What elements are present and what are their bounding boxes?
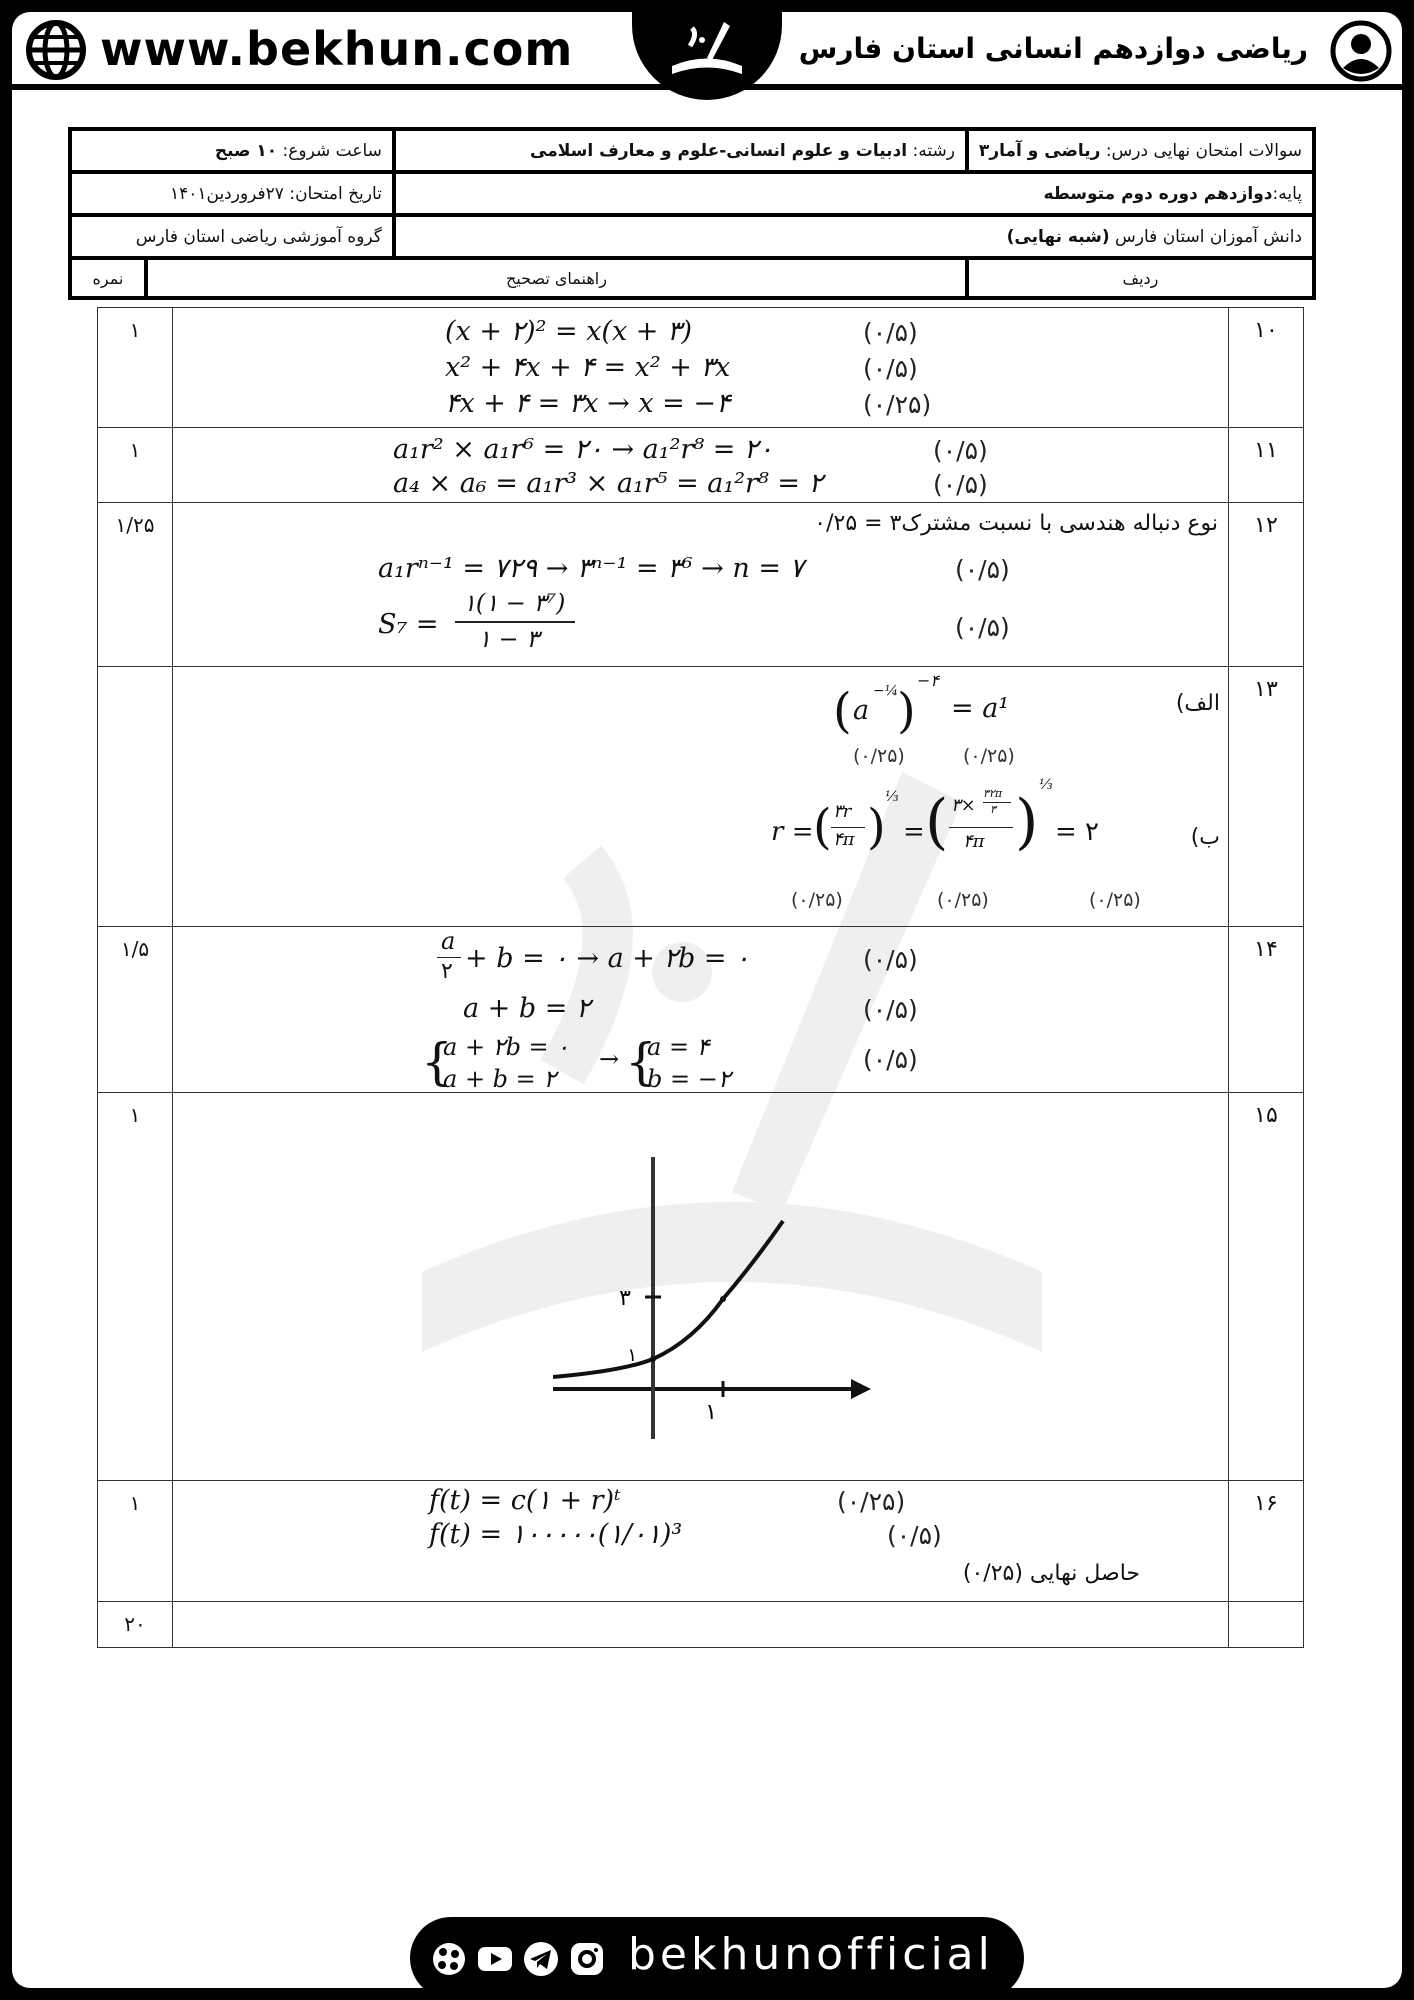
- col-header-row: ردیف: [967, 258, 1314, 298]
- table-row: [98, 428, 1304, 503]
- equation-line: (x + ۲)² = x(x + ۳): [445, 316, 693, 347]
- row-score: ۱: [98, 308, 173, 428]
- equation-line: ۴x + ۴ = ۳x → x = −۴: [445, 388, 731, 419]
- points-label: (۰/۵): [955, 613, 1010, 642]
- instagram-icon[interactable]: [568, 1940, 606, 1978]
- equation-line: a + b = ۲: [463, 993, 591, 1024]
- book-pen-logo-icon: [662, 16, 752, 86]
- inner-numerator: ۳۲π: [983, 787, 1003, 800]
- points-label: (۰/۵): [955, 555, 1010, 584]
- equation-line: a: [853, 695, 870, 726]
- answer-cell: [173, 1093, 1229, 1481]
- answer-cell: [173, 1481, 1229, 1602]
- sum-label: S₇ =: [378, 609, 439, 640]
- row-score: ۱: [98, 428, 173, 503]
- equation-line: a₁rⁿ⁻¹ = ۷۲۹ → ۳ⁿ⁻¹ = ۳⁶ → n = ۷: [378, 553, 805, 584]
- paren-open: (: [813, 799, 832, 855]
- paren-close: ): [867, 799, 886, 855]
- final-result-text: حاصل نهایی (۰/۲۵): [962, 1561, 1140, 1586]
- exponent: ⅓: [885, 789, 899, 805]
- total-row: [98, 1602, 1304, 1648]
- system-solution: b = −۲: [647, 1065, 731, 1093]
- exponent: ⅓: [1039, 777, 1053, 793]
- fraction-denominator: ۴π: [833, 829, 855, 850]
- x-axis-arrow: [851, 1379, 871, 1399]
- points-label: (۰/۲۵): [1089, 889, 1141, 911]
- equation-line: a₁r² × a₁r⁶ = ۲۰ → a₁²r⁸ = ۲۰: [393, 434, 773, 465]
- row-number: ۱۵: [1229, 1093, 1304, 1481]
- aparat-icon[interactable]: [430, 1940, 468, 1978]
- paren-close: ): [897, 683, 916, 739]
- answer-cell: [173, 308, 1229, 428]
- equation-line: r =: [771, 817, 814, 847]
- total-spacer: [173, 1602, 1229, 1648]
- fraction-numerator: ۳×: [951, 795, 976, 816]
- equation-line: f(t) = ۱۰۰۰۰۰(۱/۰۱)³: [429, 1519, 683, 1550]
- field-cell: رشته: ادبیات و علوم انسانی-علوم و معارف اسلامی: [394, 129, 967, 172]
- points-label: (۰/۲۵): [837, 1487, 906, 1516]
- equals-sign: =: [903, 817, 925, 847]
- answer-cell: [173, 428, 1229, 503]
- fraction-bar: [437, 957, 461, 958]
- paren-open: (: [925, 787, 949, 857]
- table-row: [98, 1093, 1304, 1481]
- system-solution: a = ۴: [647, 1033, 710, 1061]
- page: [12, 12, 1402, 1988]
- table-row: [98, 1481, 1304, 1602]
- globe-icon[interactable]: [26, 20, 86, 80]
- system-equation: a + ۲b = ۰: [443, 1033, 570, 1061]
- row-score: ۱: [98, 1093, 173, 1481]
- social-footer: [410, 1917, 1024, 1988]
- fraction-bar: [455, 621, 575, 623]
- row-number: ۱۲: [1229, 503, 1304, 667]
- youtube-icon[interactable]: [476, 1940, 514, 1978]
- exam-title-cell: سوالات امتحان نهایی درس: ریاضی و آمار۳: [967, 129, 1314, 172]
- answer-cell: [173, 927, 1229, 1093]
- equation-line: a₄ × a₆ = a₁r³ × a₁r⁵ = a₁²r⁸ = ۲: [393, 468, 824, 499]
- points-label: (۰/۵): [863, 945, 918, 974]
- equation-line: + b = ۰ → a + ۲b = ۰: [465, 943, 750, 974]
- points-label: (۰/۵): [863, 1045, 918, 1074]
- brace-open: {: [625, 1033, 657, 1091]
- answer-cell: [173, 503, 1229, 667]
- points-label: (۰/۵): [933, 436, 988, 465]
- inner-denominator: ۳: [990, 803, 996, 816]
- paren-close: ): [1015, 787, 1039, 857]
- equation-line: x² + ۴x + ۴ = x² + ۳x: [445, 352, 731, 383]
- start-time-cell: ساعت شروع: ۱۰ صبح: [70, 129, 394, 172]
- brace-open: {: [421, 1033, 453, 1091]
- fraction-bar: [949, 827, 1013, 828]
- points-label: (۰/۲۵): [863, 390, 932, 419]
- exponential-graph: [553, 1149, 873, 1439]
- point-on-curve: [720, 1296, 726, 1302]
- points-label: (۰/۵): [863, 354, 918, 383]
- group-cell: گروه آموزشی ریاضی استان فارس: [70, 215, 394, 258]
- fraction-bar: [831, 827, 865, 828]
- row-score: ۱/۵: [98, 927, 173, 1093]
- answer-cell: [173, 667, 1229, 927]
- exam-date-cell: تاریخ امتحان: ۲۷فروردین۱۴۰۱: [70, 172, 394, 215]
- user-avatar-icon[interactable]: [1330, 20, 1392, 82]
- part-b-label: ب): [1190, 825, 1220, 850]
- col-header-score: نمره: [70, 258, 146, 298]
- point-y-intercept: [650, 1356, 656, 1362]
- table-row: [98, 503, 1304, 667]
- equation-line: = a¹: [951, 693, 1010, 724]
- fraction-denominator: ۲: [441, 959, 453, 984]
- points-label: (۰/۵): [887, 1521, 942, 1550]
- points-label: (۰/۲۵): [937, 889, 989, 911]
- grade-cell: پایه:دوازدهم دوره دوم متوسطه: [394, 172, 1314, 215]
- system-equation: a + b = ۲: [443, 1065, 557, 1093]
- col-header-guide: راهنمای تصحیح: [146, 258, 967, 298]
- header-bar: [12, 12, 1402, 90]
- points-label: (۰/۲۵): [853, 745, 905, 767]
- students-cell: دانش آموزان استان فارس (شبه نهایی): [394, 215, 1314, 258]
- fraction-numerator: ۳r: [833, 801, 852, 822]
- equation-result: = ۲: [1055, 817, 1100, 847]
- row-number: ۱۱: [1229, 428, 1304, 503]
- points-label: (۰/۵): [863, 318, 918, 347]
- brand-logo: [632, 12, 782, 100]
- row-score: ۱/۲۵: [98, 503, 173, 667]
- telegram-icon[interactable]: [522, 1940, 560, 1978]
- y-tick-label: ۳: [619, 1286, 631, 1311]
- row-number: ۱۰: [1229, 308, 1304, 428]
- fraction-denominator: ۱ − ۳: [478, 625, 540, 653]
- fraction-bar: [983, 802, 1011, 803]
- arrow: →: [599, 1045, 620, 1073]
- table-row: [98, 308, 1304, 428]
- row-number: ۱۶: [1229, 1481, 1304, 1602]
- table-row: [98, 927, 1304, 1093]
- points-label: (۰/۵): [933, 470, 988, 499]
- fraction-denominator: ۴π: [963, 831, 985, 852]
- sequence-type-text: نوع دنباله هندسی با نسبت مشترک۳ = ۰/۲۵: [814, 511, 1218, 536]
- total-spacer: [1229, 1602, 1304, 1648]
- fraction-numerator: ۱(۱ − ۳⁷): [463, 589, 566, 617]
- exam-info-table: [68, 127, 1316, 300]
- row-number: ۱۳: [1229, 667, 1304, 927]
- row-score: ۱: [98, 1481, 173, 1602]
- table-row: [98, 667, 1304, 927]
- site-url-link[interactable]: www.bekhun.com: [100, 22, 574, 76]
- curve: [553, 1221, 783, 1377]
- fraction-numerator: a: [441, 927, 456, 955]
- total-score: ۲۰: [98, 1602, 173, 1648]
- social-handle[interactable]: bekhunofficial: [628, 1929, 994, 1980]
- x-tick-label: ۱: [705, 1400, 717, 1425]
- header-title: ریاضی دوازدهم انسانی استان فارس: [798, 32, 1308, 65]
- paren-open: (: [833, 683, 852, 739]
- points-label: (۰/۲۵): [963, 745, 1015, 767]
- exponent: −¼: [873, 683, 899, 699]
- part-a-label: الف): [1175, 691, 1220, 716]
- exponent: −۴: [917, 671, 939, 690]
- points-label: (۰/۲۵): [791, 889, 843, 911]
- answer-key-table: [97, 307, 1304, 1648]
- row-score: [98, 667, 173, 927]
- row-number: ۱۴: [1229, 927, 1304, 1093]
- equation-line: f(t) = c(۱ + r)ᵗ: [429, 1485, 621, 1516]
- points-label: (۰/۵): [863, 995, 918, 1024]
- y-intercept-label: ۱: [627, 1345, 637, 1366]
